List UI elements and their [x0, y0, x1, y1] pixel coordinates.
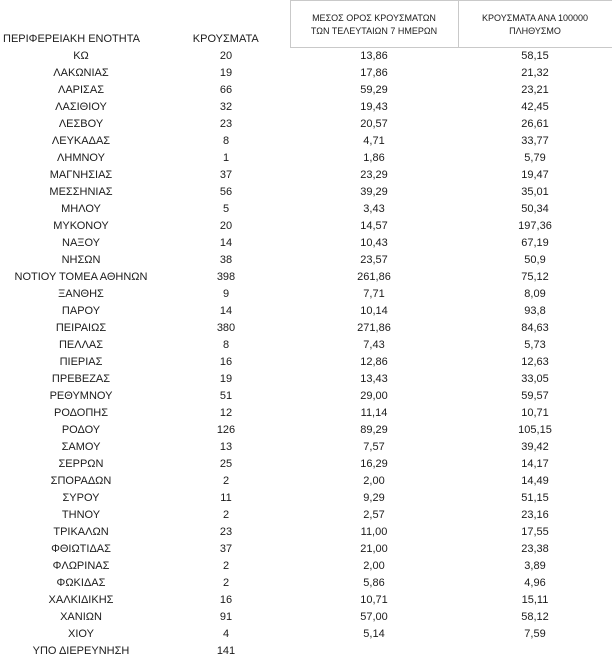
table-row [0, 592, 612, 609]
table-row [0, 575, 612, 592]
cases-cell: 91 [219, 611, 233, 623]
region-cell: ΛΑΚΩΝΙΑΣ [53, 67, 109, 79]
per-100k-cell: 33,05 [521, 373, 549, 385]
table-row [0, 439, 612, 456]
avg7days-cell: 21,00 [360, 543, 388, 555]
cases-cell: 37 [219, 543, 233, 555]
table-row [0, 99, 612, 116]
table-row [0, 371, 612, 388]
cases-cell: 19 [219, 67, 233, 79]
avg7days-cell: 1,86 [363, 152, 385, 164]
cases-cell: 2 [222, 475, 230, 487]
cases-cell: 1 [222, 152, 230, 164]
avg7days-cell: 13,86 [360, 50, 388, 63]
region-cell: ΜΕΣΣΗΝΙΑΣ [49, 186, 113, 198]
cases-cell: 398 [216, 271, 236, 283]
avg7days-cell: 4,71 [363, 135, 385, 147]
column-header-per-100k [458, 1, 612, 48]
region-cell: ΡΕΘΥΜΝΟΥ [49, 390, 113, 402]
cases-cell: 16 [219, 356, 233, 368]
per-100k-cell: 42,45 [521, 101, 549, 113]
table-row [0, 133, 612, 150]
per-100k-cell: 5,73 [524, 339, 546, 351]
region-cell: ΣΑΜΟΥ [61, 441, 101, 453]
table-row [0, 150, 612, 167]
column-header-avg7days [290, 1, 458, 48]
cases-cell: 66 [219, 84, 233, 96]
per-100k-cell: 10,71 [521, 407, 549, 419]
cases-cell: 20 [219, 50, 233, 62]
avg7days-cell: 9,29 [363, 492, 385, 504]
avg7days-cell: 14,57 [360, 220, 388, 232]
region-cell: ΤΗΝΟΥ [61, 509, 101, 521]
table-row [0, 65, 612, 82]
column-header-region: ΠΕΡΙΦΕΡΕΙΑΚΗ ΕΝΟΤΗΤΑ [3, 32, 140, 45]
header-row [0, 1, 612, 48]
table-header [0, 1, 612, 48]
region-cell: ΚΩ [73, 50, 89, 62]
avg7days-cell: 11,00 [360, 526, 388, 538]
region-cell: ΜΥΚΟΝΟΥ [53, 220, 109, 232]
region-cell: ΥΠΟ ΔΙΕΡΕΥΝΗΣΗ [32, 645, 130, 657]
region-cell: ΜΗΛΟΥ [61, 203, 101, 215]
table-row [0, 337, 612, 354]
per-100k-cell: 7,59 [524, 628, 546, 640]
avg7days-cell: 16,29 [360, 458, 388, 470]
per-100k-cell: 12,63 [521, 356, 549, 368]
avg7days-cell: 2,00 [363, 560, 385, 572]
per-100k-cell: 23,38 [521, 543, 549, 555]
table-row [0, 269, 612, 286]
cases-cell: 2 [222, 509, 230, 521]
cases-cell: 23 [219, 118, 233, 130]
table-row [0, 388, 612, 405]
avg7days-cell: 89,29 [360, 424, 388, 436]
table-row [0, 354, 612, 371]
cases-cell: 23 [219, 526, 233, 538]
table-row [0, 456, 612, 473]
per-100k-cell: 58,15 [521, 50, 549, 63]
table-row [0, 218, 612, 235]
avg7days-cell: 29,00 [360, 390, 388, 402]
avg7days-cell: 3,43 [363, 203, 385, 215]
avg7days-cell: 59,29 [360, 84, 388, 96]
cases-cell: 20 [219, 220, 233, 232]
column-header-avg7days-line2: ΤΩΝ ΤΕΛΕΥΤΑΙΩΝ 7 ΗΜΕΡΩΝ [310, 25, 438, 36]
region-cell: ΛΕΥΚΑΔΑΣ [51, 135, 111, 147]
avg7days-cell: 10,14 [360, 305, 388, 317]
table-row [0, 252, 612, 269]
cases-cell: 14 [219, 305, 233, 317]
cases-cell: 126 [216, 424, 236, 436]
per-100k-cell: 50,34 [521, 203, 549, 215]
region-cell: ΦΛΩΡΙΝΑΣ [52, 560, 110, 572]
cases-cell: 13 [219, 441, 233, 453]
per-100k-cell: 3,89 [524, 560, 546, 572]
region-cell: ΠΑΡΟΥ [61, 305, 101, 317]
per-100k-cell: 93,8 [524, 305, 546, 317]
region-cell: ΡΟΔΟΠΗΣ [53, 407, 109, 419]
table-row [0, 490, 612, 507]
table-row [0, 541, 612, 558]
region-cell: ΞΑΝΘΗΣ [58, 288, 104, 300]
region-cell: ΦΩΚΙΔΑΣ [56, 577, 106, 589]
avg7days-cell: 7,71 [363, 288, 385, 300]
region-cell: ΝΑΞΟΥ [62, 237, 100, 249]
table-row [0, 82, 612, 99]
region-cell: ΣΠΟΡΑΔΩΝ [50, 475, 112, 487]
per-100k-cell: 21,32 [521, 67, 549, 79]
table-body [0, 48, 612, 660]
avg7days-cell: 271,86 [357, 322, 391, 334]
region-cell: ΛΑΡΙΣΑΣ [57, 84, 104, 96]
table-row [0, 422, 612, 439]
table-row [0, 405, 612, 422]
region-cell: ΠΕΛΛΑΣ [58, 339, 104, 351]
avg7days-cell: 7,57 [363, 441, 385, 453]
region-cell: ΝΟΤΙΟΥ ΤΟΜΕΑ ΑΘΗΝΩΝ [14, 271, 148, 283]
cases-cell: 11 [220, 492, 232, 504]
per-100k-cell: 33,77 [521, 135, 549, 147]
per-100k-cell: 39,42 [521, 441, 549, 453]
avg7days-cell: 11,14 [360, 407, 388, 419]
cases-cell: 2 [222, 577, 230, 589]
avg7days-cell: 10,43 [360, 237, 388, 249]
cases-cell: 8 [222, 135, 230, 147]
avg7days-cell: 23,57 [360, 254, 388, 266]
avg7days-cell: 23,29 [360, 169, 388, 181]
region-cell: ΝΗΣΩΝ [61, 254, 101, 266]
per-100k-cell: 19,47 [521, 169, 549, 181]
per-100k-cell: 23,21 [521, 84, 549, 96]
table-row [0, 320, 612, 337]
table-row [0, 643, 612, 660]
table-row [0, 167, 612, 184]
avg7days-cell: 2,00 [363, 475, 385, 487]
region-cell: ΤΡΙΚΑΛΩΝ [53, 526, 109, 538]
avg7days-cell: 10,71 [360, 594, 388, 606]
table-row [0, 507, 612, 524]
cases-cell: 2 [222, 560, 230, 572]
cases-cell: 56 [219, 186, 233, 198]
region-cell: ΜΑΓΝΗΣΙΑΣ [49, 169, 113, 181]
cases-cell: 38 [219, 254, 233, 266]
region-cell: ΛΕΣΒΟΥ [58, 118, 104, 130]
avg7days-cell: 7,43 [363, 339, 385, 351]
avg7days-cell: 2,57 [363, 509, 385, 521]
per-100k-cell: 84,63 [521, 322, 549, 334]
cases-cell: 51 [219, 390, 233, 402]
cases-cell: 37 [219, 169, 233, 181]
per-100k-cell: 8,09 [524, 288, 546, 300]
per-100k-cell: 59,57 [521, 390, 549, 402]
per-100k-cell: 105,15 [518, 424, 552, 436]
avg7days-cell: 20,57 [360, 118, 388, 130]
region-cell: ΣΕΡΡΩΝ [58, 458, 104, 470]
per-100k-cell: 14,17 [521, 458, 549, 470]
cases-cell: 5 [222, 203, 230, 215]
table-row [0, 303, 612, 320]
avg7days-cell: 5,86 [363, 577, 385, 589]
cases-cell: 9 [222, 288, 230, 300]
region-cell: ΧΑΝΙΩΝ [60, 611, 102, 623]
table-row [0, 286, 612, 303]
per-100k-cell: 50,9 [524, 254, 546, 266]
region-cell: ΣΥΡΟΥ [62, 492, 100, 504]
cases-cell: 4 [222, 628, 230, 640]
per-100k-cell: 4,96 [524, 577, 546, 589]
column-header-per-100k-line1: ΚΡΟΥΣΜΑΤΑ ΑΝΑ 100000 [482, 12, 588, 23]
cases-cell: 25 [219, 458, 233, 470]
table-row [0, 201, 612, 218]
column-header-cases: ΚΡΟΥΣΜΑΤΑ [192, 32, 259, 45]
cases-cell: 141 [216, 645, 236, 657]
per-100k-cell: 5,79 [524, 152, 546, 164]
per-100k-cell: 67,19 [521, 237, 549, 249]
avg7days-cell: 5,14 [363, 628, 385, 640]
table-row [0, 609, 612, 626]
region-cell: ΠΙΕΡΙΑΣ [59, 356, 103, 368]
column-header-avg7days-line1: ΜΕΣΟΣ ΟΡΟΣ ΚΡΟΥΣΜΑΤΩΝ [312, 12, 436, 23]
avg7days-cell: 17,86 [360, 67, 388, 79]
table-row [0, 235, 612, 252]
avg7days-cell: 261,86 [357, 271, 391, 283]
region-cell: ΡΟΔΟΥ [61, 424, 101, 436]
table-row [0, 473, 612, 490]
per-100k-cell [458, 643, 612, 660]
region-cell: ΠΕΙΡΑΙΩΣ [55, 322, 107, 334]
per-100k-cell: 17,55 [521, 526, 549, 538]
cases-cell: 380 [216, 322, 236, 334]
table-row [0, 558, 612, 575]
region-cell: ΠΡΕΒΕΖΑΣ [51, 373, 111, 385]
per-100k-cell: 58,12 [521, 611, 549, 623]
table-row [0, 626, 612, 643]
column-header-per-100k-line2: ΠΛΗΘΥΣΜΟ [509, 25, 561, 36]
region-cell: ΧΑΛΚΙΔΙΚΗΣ [48, 594, 114, 606]
cases-cell: 14 [219, 237, 233, 249]
avg7days-cell [290, 643, 458, 660]
cases-cell: 16 [219, 594, 233, 606]
avg7days-cell: 19,43 [360, 101, 388, 113]
per-100k-cell: 23,16 [521, 509, 549, 521]
per-100k-cell: 197,36 [518, 220, 552, 232]
cases-cell: 12 [219, 407, 233, 419]
per-100k-cell: 26,61 [521, 118, 549, 130]
table-row [0, 524, 612, 541]
per-100k-cell: 75,12 [521, 271, 549, 283]
per-100k-cell: 35,01 [521, 186, 549, 198]
table-row [0, 48, 612, 65]
per-100k-cell: 14,49 [521, 475, 549, 487]
region-cell: ΛΗΜΝΟΥ [57, 152, 105, 164]
avg7days-cell: 57,00 [360, 611, 388, 623]
region-cell: ΧΙΟΥ [68, 628, 94, 640]
table-row [0, 116, 612, 133]
table-row [0, 184, 612, 201]
cases-cell: 8 [222, 339, 230, 351]
region-cell: ΦΘΙΩΤΙΔΑΣ [51, 543, 111, 555]
region-cell: ΛΑΣΙΘΙΟΥ [55, 101, 107, 113]
cases-cell: 32 [219, 101, 233, 113]
cases-cell: 19 [219, 373, 233, 385]
avg7days-cell: 39,29 [360, 186, 388, 198]
per-100k-cell: 51,15 [521, 492, 549, 504]
avg7days-cell: 12,86 [360, 356, 388, 368]
per-100k-cell: 15,11 [521, 594, 549, 606]
avg7days-cell: 13,43 [360, 373, 388, 385]
